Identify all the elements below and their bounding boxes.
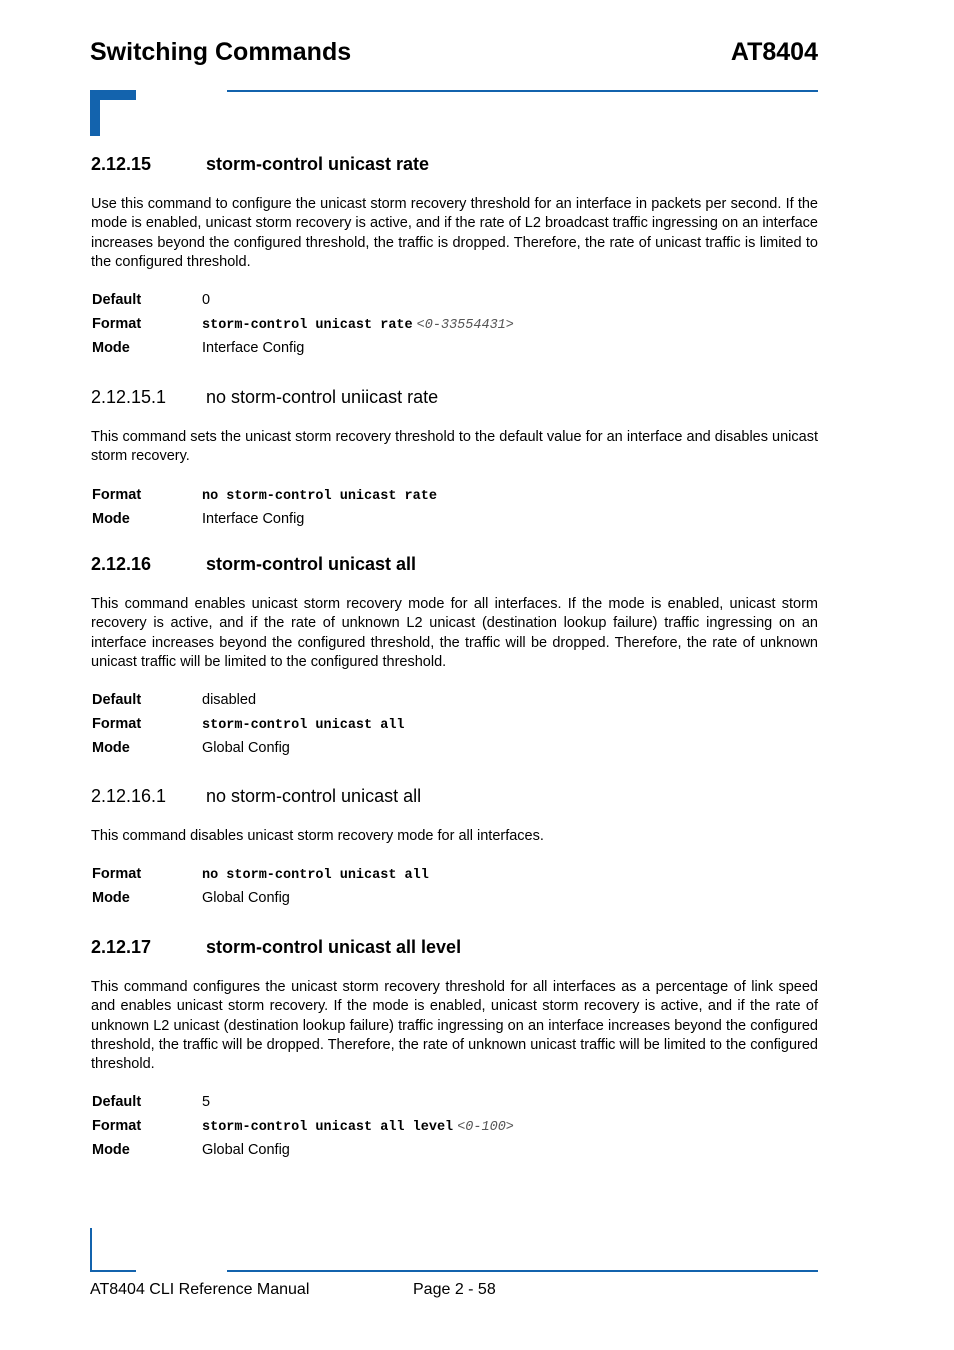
mode-label: Mode <box>92 740 130 757</box>
section-no-storm-control-unicast-rate <box>91 386 818 531</box>
mode-row <box>91 1138 818 1162</box>
section-heading <box>91 936 818 958</box>
default-row <box>91 1090 818 1114</box>
section-heading <box>91 153 818 175</box>
section-body: This command enables unicast storm recovery mode for all interfaces. If the mode is enabled, unicast storm recovery is active, and if the rate of unknown L2 unicast (destination lookup failure) traffic ingressing on an interface increases beyond the configured threshold, the traffic will be dropped. Therefore, the rate of unknown unicast traffic will be limited to the configured threshold. <box>91 596 818 670</box>
default-value: 5 <box>202 1094 211 1111</box>
mode-label: Mode <box>92 340 130 357</box>
mode-value: Global Config <box>202 1142 290 1159</box>
subsection-heading <box>91 785 818 807</box>
format-command: storm-control unicast rate <box>202 318 413 334</box>
section-number: 2.12.15 <box>91 154 152 174</box>
mode-value: Global Config <box>202 740 290 757</box>
default-label: Default <box>92 292 142 309</box>
format-row <box>91 1114 818 1138</box>
footer-logo-mark <box>90 1270 136 1272</box>
command-info <box>91 862 818 910</box>
format-argument: <0-100> <box>457 1120 514 1136</box>
mode-label: Mode <box>92 890 130 907</box>
section-title: storm-control unicast rate <box>206 154 430 174</box>
format-label: Format <box>92 486 142 503</box>
command-info <box>91 288 818 360</box>
command-info <box>91 483 818 531</box>
format-command: storm-control unicast all <box>202 718 405 734</box>
section-heading <box>91 553 818 575</box>
footer-logo-mark-vertical <box>90 1228 92 1272</box>
command-info <box>91 688 818 760</box>
format-command: storm-control unicast all level <box>202 1120 454 1136</box>
footer-page-number: Page 2 - 58 <box>413 1281 496 1298</box>
subsection-number: 2.12.15.1 <box>91 387 167 407</box>
footer-rule <box>227 1270 818 1272</box>
mode-row <box>91 336 818 360</box>
format-row <box>91 312 818 336</box>
subsection-heading <box>91 386 818 408</box>
format-row <box>91 483 818 507</box>
footer-manual-title: AT8404 CLI Reference Manual <box>90 1281 310 1298</box>
format-label: Format <box>92 316 142 333</box>
section-body: Use this command to configure the unicast storm recovery threshold for an interface in packets per second. If the mode is enabled, unicast storm recovery is active, and if the rate of L2 broadcast traffic ingressing on an interface increases beyond the configured threshold, the traffic is dropped. Therefore, the rate of unicast traffic is limited to the configured threshold. <box>91 196 818 270</box>
section-no-storm-control-unicast-all <box>91 785 818 910</box>
format-label: Format <box>92 1118 142 1135</box>
section-body: This command configures the unicast storm recovery threshold for all interfaces as a percentage of link speed and enables unicast storm recovery. If the mode is enabled, unicast storm recovery is active, and if the rate of unknown L2 unicast (destination lookup failure) traffic ingressing on an interface increases beyond the configured threshold, the traffic will be dropped. Therefore, the rate of unknown unicast traffic will be limited to the configured threshold. <box>91 979 818 1073</box>
mode-label: Mode <box>92 510 130 527</box>
section-storm-control-unicast-all-level <box>91 936 818 1162</box>
format-label: Format <box>92 716 142 733</box>
section-storm-control-unicast-all <box>91 553 818 760</box>
default-row <box>91 688 818 712</box>
section-number: 2.12.17 <box>91 937 152 957</box>
format-argument: <0-33554431> <box>416 318 514 334</box>
header-product: AT8404 <box>730 38 818 66</box>
subsection-body: This command sets the unicast storm recovery threshold to the default value for an interface and disables unicast storm recovery. <box>91 429 818 465</box>
default-value: 0 <box>202 292 211 309</box>
header-rule <box>227 90 818 92</box>
mode-value: Interface Config <box>202 340 305 357</box>
section-title: storm-control unicast all level <box>206 937 462 957</box>
format-row <box>91 712 818 736</box>
header-title: Switching Commands <box>90 38 352 66</box>
section-storm-control-unicast-rate <box>91 153 818 360</box>
subsection-title: no storm-control uniicast rate <box>206 387 439 407</box>
command-info <box>91 1090 818 1162</box>
mode-value: Global Config <box>202 890 290 907</box>
mode-label: Mode <box>92 1142 130 1159</box>
format-row <box>91 862 818 886</box>
subsection-number: 2.12.16.1 <box>91 786 167 806</box>
mode-row <box>91 886 818 910</box>
format-command: no storm-control unicast all <box>202 868 429 884</box>
subsection-title: no storm-control unicast all <box>206 786 422 806</box>
section-number: 2.12.16 <box>91 554 152 574</box>
format-label: Format <box>92 866 142 883</box>
corner-logo-mark-vertical <box>90 90 100 136</box>
section-title: storm-control unicast all <box>206 554 417 574</box>
default-row <box>91 288 818 312</box>
default-label: Default <box>92 692 142 709</box>
subsection-body: This command disables unicast storm recovery mode for all interfaces. <box>91 828 544 844</box>
mode-row <box>91 507 818 531</box>
mode-value: Interface Config <box>202 510 305 527</box>
format-command: no storm-control unicast rate <box>202 488 437 504</box>
default-value: disabled <box>202 692 257 709</box>
default-label: Default <box>92 1094 142 1111</box>
mode-row <box>91 736 818 760</box>
